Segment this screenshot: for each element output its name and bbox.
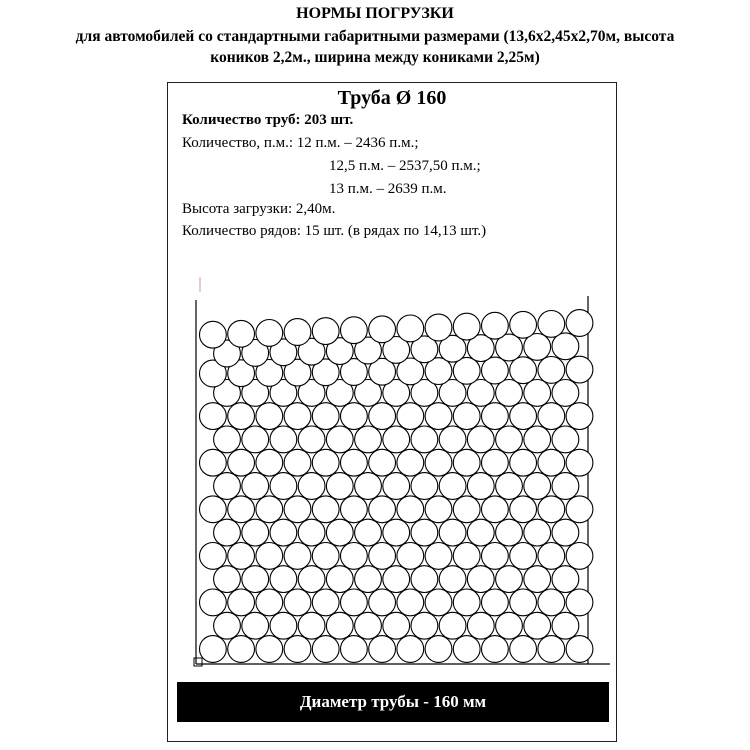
pipe-circle [383, 612, 410, 639]
pipe-circle [510, 496, 537, 523]
pipe-circle [298, 426, 325, 453]
length-line-12-5m: 12,5 п.м. – 2537,50 п.м.; [329, 158, 481, 174]
pipe-circle [482, 589, 509, 616]
pipe-circle [482, 543, 509, 570]
pipe-circle [242, 519, 269, 546]
pipe-circle [397, 403, 424, 430]
pipe-circle [524, 519, 551, 546]
pipe-circle [439, 473, 466, 500]
pipe-circle [341, 496, 368, 523]
pipe-circle [482, 636, 509, 663]
pipe-circle [439, 519, 466, 546]
pipe-circle [411, 426, 438, 453]
pipe-circle [439, 426, 466, 453]
pipe-circle [214, 612, 241, 639]
pipe-circle [200, 589, 227, 616]
pipe-circle [453, 449, 480, 476]
pipe-circle [383, 566, 410, 593]
pipe-circle [566, 636, 593, 663]
pipe-circle [538, 543, 565, 570]
pipe-circle [538, 496, 565, 523]
pipe-circle [369, 589, 396, 616]
pipe-circle [256, 589, 283, 616]
pipe-circle [467, 426, 494, 453]
pipe-circle [411, 612, 438, 639]
pipe-circle [284, 403, 311, 430]
pipe-circle [355, 473, 382, 500]
pipe-circle [355, 519, 382, 546]
pipe-circle [242, 612, 269, 639]
pipe-circle [439, 612, 466, 639]
pipe-circle [284, 589, 311, 616]
pipe-circle [200, 543, 227, 570]
pipe-diameter-label: Диаметр трубы - 160 мм [299, 692, 487, 711]
pipe-circle [256, 543, 283, 570]
pipe-circle [326, 473, 353, 500]
pipe-circle [453, 496, 480, 523]
pipe-circle [298, 473, 325, 500]
pipe-circle [228, 496, 255, 523]
pipe-circle [397, 496, 424, 523]
pipe-circle [467, 612, 494, 639]
pipe-circle [510, 449, 537, 476]
pipe-circles [200, 310, 593, 663]
pipe-circle [467, 473, 494, 500]
pipe-circle [425, 496, 452, 523]
pipe-circle [566, 543, 593, 570]
pipe-circle [214, 426, 241, 453]
pipe-circle [467, 566, 494, 593]
pipe-circle [284, 543, 311, 570]
pipe-circle [411, 473, 438, 500]
pipe-circle [284, 449, 311, 476]
pipe-circle [312, 318, 339, 345]
pipe-circle [242, 566, 269, 593]
pipe-circle [312, 636, 339, 663]
pipe-circle [510, 636, 537, 663]
page-title: НОРМЫ ПОГРУЗКИ [296, 5, 454, 22]
pipe-circle [566, 403, 593, 430]
pipe-circle [482, 496, 509, 523]
pipe-circle [200, 449, 227, 476]
pipe-diameter-banner [177, 682, 609, 722]
pipe-circle [538, 589, 565, 616]
pipe-circle [552, 519, 579, 546]
pipe-circle [397, 315, 424, 342]
pipe-circle [326, 612, 353, 639]
pipe-circle [524, 566, 551, 593]
pipe-circle [326, 566, 353, 593]
pipe-circle [341, 636, 368, 663]
pipe-circle [566, 356, 593, 383]
pipe-circle [242, 426, 269, 453]
pipe-circle [496, 612, 523, 639]
pipe-circle [453, 543, 480, 570]
pipe-circle [214, 519, 241, 546]
pipe-circle [270, 473, 297, 500]
pipe-circle [552, 473, 579, 500]
load-height: Высота загрузки: 2,40м. [182, 201, 336, 217]
pipe-circle [312, 403, 339, 430]
pipe-circle [341, 403, 368, 430]
pipe-circle [397, 589, 424, 616]
pipe-circle [298, 519, 325, 546]
pipe-circle [510, 543, 537, 570]
pipe-circle [482, 403, 509, 430]
pipe-circle [228, 320, 255, 347]
pipe-circle [538, 403, 565, 430]
pipe-circle [242, 473, 269, 500]
pipe-circle [538, 636, 565, 663]
pipe-circle [228, 403, 255, 430]
pipe-circle [312, 543, 339, 570]
pipe-circle [397, 449, 424, 476]
pipe-circle [228, 589, 255, 616]
pipe-circle [341, 589, 368, 616]
pipe-circle [552, 612, 579, 639]
pipe-circle [566, 496, 593, 523]
pipe-circle [298, 566, 325, 593]
pipe-circle [411, 519, 438, 546]
corner-marker [194, 658, 202, 666]
pipe-circle [341, 543, 368, 570]
pipe-circle [524, 473, 551, 500]
pipe-circle [214, 473, 241, 500]
pipe-circle [256, 449, 283, 476]
pipe-circle [312, 496, 339, 523]
pipe-circle [538, 311, 565, 338]
pipe-circle [369, 496, 396, 523]
pipe-circle [355, 426, 382, 453]
pipe-circle [256, 636, 283, 663]
pipe-circle [383, 473, 410, 500]
pipe-circle [566, 310, 593, 337]
pipe-circle [341, 449, 368, 476]
pipe-circle [566, 449, 593, 476]
pipe-circle [411, 566, 438, 593]
rows-count: Количество рядов: 15 шт. (в рядах по 14,13 шт.) [182, 223, 487, 239]
pipe-circle [270, 426, 297, 453]
pipe-circle [298, 612, 325, 639]
pipe-circle [369, 636, 396, 663]
pipe-circle [326, 426, 353, 453]
pipe-circle [439, 566, 466, 593]
pipe-circle [369, 449, 396, 476]
pipe-circle [496, 519, 523, 546]
pipe-circle [482, 449, 509, 476]
pipe-circle [326, 519, 353, 546]
pipe-circle [510, 589, 537, 616]
pipe-circle [538, 357, 565, 384]
pipe-circle [200, 403, 227, 430]
pipe-circle [383, 519, 410, 546]
pipe-circle [524, 426, 551, 453]
pipe-circle [566, 589, 593, 616]
pipe-circle [256, 403, 283, 430]
pipe-circle [552, 380, 579, 407]
pipe-circle [453, 313, 480, 340]
pipe-circle [510, 357, 537, 384]
pipe-circle [369, 543, 396, 570]
pipe-circle [482, 312, 509, 339]
pipe-circle [341, 317, 368, 344]
pipe-circle [397, 636, 424, 663]
pipe-circle [552, 426, 579, 453]
pipe-circle [284, 496, 311, 523]
pipe-circle [524, 612, 551, 639]
pipe-circle [256, 496, 283, 523]
pipe-circle [228, 636, 255, 663]
pipe-circle [383, 426, 410, 453]
pipe-circle [355, 566, 382, 593]
pipe-circle [369, 403, 396, 430]
pipe-circle [284, 636, 311, 663]
page-subtitle-line-1: для автомобилей со стандартными габаритными размерами (13,6х2,45х2,70м, высота [75, 28, 675, 45]
pipe-circle [538, 449, 565, 476]
pipe-circle [369, 316, 396, 343]
pipe-circle [425, 403, 452, 430]
pipe-circle [270, 612, 297, 639]
length-line-13m: 13 п.м. – 2639 п.м. [329, 181, 447, 197]
page-subtitle-line-2: коников 2,2м., ширина между кониками 2,25м) [210, 49, 540, 66]
pipe-count: Количество труб: 203 шт. [182, 112, 354, 128]
pipe-circle [425, 589, 452, 616]
pipe-circle [355, 612, 382, 639]
pipe-circle [510, 403, 537, 430]
pipe-circle [496, 426, 523, 453]
pipe-circle [425, 636, 452, 663]
pipe-circle [228, 543, 255, 570]
pipe-circle [270, 566, 297, 593]
pipe-circle [510, 311, 537, 338]
pipe-circle [453, 403, 480, 430]
pipe-circle [312, 589, 339, 616]
pipe-circle [524, 380, 551, 407]
pipe-circle [425, 314, 452, 341]
pipe-circle [425, 449, 452, 476]
pipe-circle [284, 319, 311, 346]
pipe-circle [453, 589, 480, 616]
pipe-circle [228, 449, 255, 476]
pipe-circle [214, 566, 241, 593]
pipe-circle [270, 519, 297, 546]
pipe-circle [256, 320, 283, 347]
pipe-circle [552, 566, 579, 593]
pipe-circle [312, 449, 339, 476]
pipe-circle [200, 321, 227, 348]
pipe-circle [467, 519, 494, 546]
pipe-circle [425, 543, 452, 570]
pipe-circle [397, 543, 424, 570]
pipe-circle [200, 496, 227, 523]
pipe-circle [496, 473, 523, 500]
length-line-12m: Количество, п.м.: 12 п.м. – 2436 п.м.; [182, 135, 419, 151]
pipe-title: Труба Ø 160 [337, 87, 447, 109]
pipe-circle [453, 636, 480, 663]
pipe-circle [496, 566, 523, 593]
pipe-circle [200, 636, 227, 663]
